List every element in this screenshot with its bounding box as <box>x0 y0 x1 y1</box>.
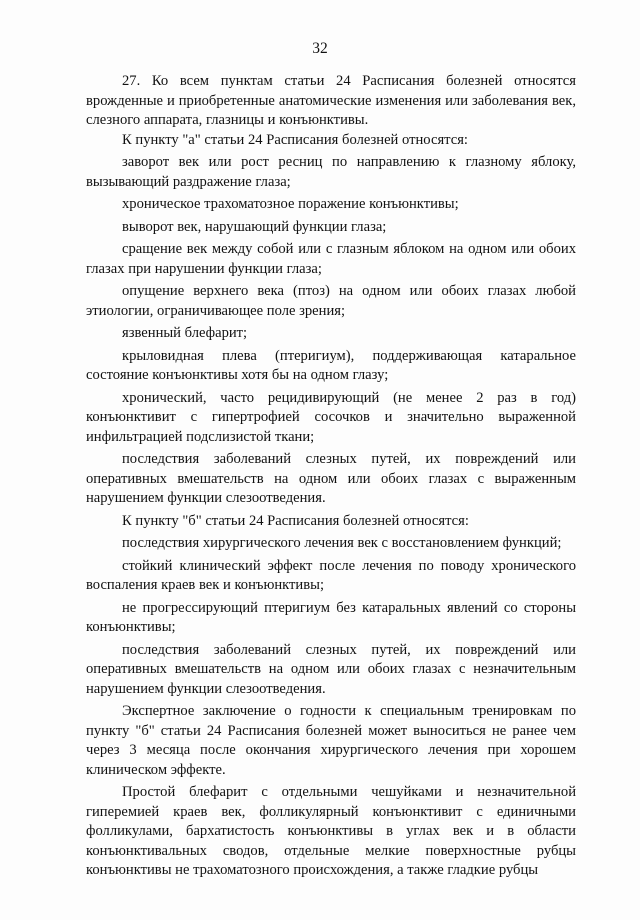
paragraph-list-item: последствия заболеваний слезных путей, их повреждений или оперативных вмешательств на одном или обоих глазах с незначительным нарушением функции слезоотведения. <box>86 641 576 697</box>
page-number: 32 <box>312 40 328 57</box>
paragraph-point-a-heading: К пункту "а" статьи 24 Расписания болезней относятся: <box>122 131 468 148</box>
paragraph-list-item: стойкий клинический эффект после лечения по поводу хронического воспаления краев век и конъюнктивы; <box>86 557 576 593</box>
paragraph-list-item: язвенный блефарит; <box>122 325 248 341</box>
paragraph-list-item: последствия заболеваний слезных путей, их повреждений или оперативных вмешательств на одном или обоих глазах с выраженным нарушением функции слезоотведения. <box>86 451 576 506</box>
document-body <box>86 72 576 881</box>
paragraph-list-item: крыловидная плева (птеригиум), поддерживающая катаральное состояние конъюнктивы хотя бы на одном глазу; <box>86 347 576 383</box>
paragraph-list-item: опущение верхнего века (птоз) на одном или обоих глазах любой этиологии, ограничивающее поле зрения; <box>86 283 576 319</box>
paragraph-item-27: 27. Ко всем пунктам статьи 24 Расписания болезней относятся врожденные и приобретенные анатомические изменения или заболевания век, слезного аппарата, глазницы и конъюнктивы. <box>86 73 576 128</box>
paragraph-point-b-heading: К пункту "б" статьи 24 Расписания болезней относятся: <box>122 512 469 529</box>
paragraph-list-item: заворот век или рост ресниц по направлению к глазному яблоку, вызывающий раздражение глаза; <box>86 154 576 190</box>
paragraph-list-item: хроническое трахоматозное поражение конъюнктивы; <box>122 196 459 212</box>
paragraph-list-item: последствия хирургического лечения век с восстановлением функций; <box>122 535 562 551</box>
paragraph-list-item: не прогрессирующий птеригиум без катаральных явлений со стороны конъюнктивы; <box>86 599 576 635</box>
paragraph-list-item: выворот век, нарушающий функции глаза; <box>122 218 387 235</box>
paragraph-simple-blepharitis: Простой блефарит с отдельными чешуйками и незначительной гиперемией краев век, фолликулярный конъюнктивит с единичными фолликулами, бархатистость конъюнктивы в углах век и в области конъюнктивальных сводов, отдельные мелкие поверхностные рубцы конъюнктивы не трахоматозного происхождения, а также гладкие рубцы <box>86 784 576 878</box>
paragraph-list-item: сращение век между собой или с глазным яблоком на одном или обоих глазах при нарушении функции глаза; <box>86 241 576 277</box>
paragraph-expert-conclusion: Экспертное заключение о годности к специальным тренировкам по пункту "б" статьи 24 Расписания болезней может выноситься не ранее чем через 3 месяца после окончания хирургического лечения при хорошем клиническом эффекте. <box>86 703 576 778</box>
paragraph-list-item: хронический, часто рецидивирующий (не менее 2 раз в год) конъюнктивит с гипертрофией сосочков и значительно выраженной инфильтрацией подслизистой ткани; <box>86 389 576 445</box>
